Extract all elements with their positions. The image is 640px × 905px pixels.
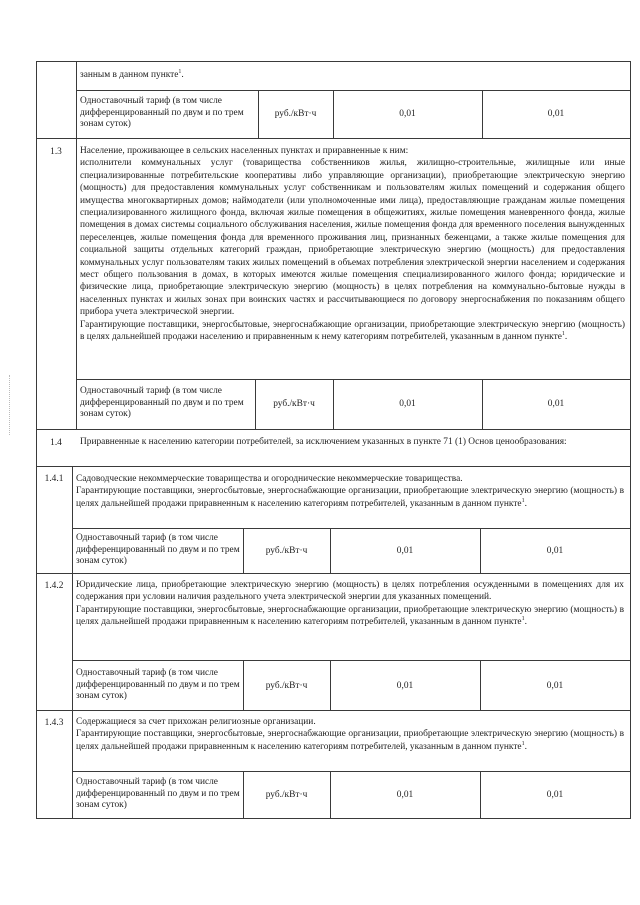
- row-description: [80, 145, 625, 344]
- paragraph: Население, проживающее в сельских населенных пунктах и приравненные к ним:: [80, 146, 409, 156]
- tariff-unit: руб./кВт·ч: [274, 109, 317, 119]
- table-rule: [36, 466, 630, 467]
- tariff-unit: руб./кВт·ч: [265, 546, 308, 556]
- paragraph: Садоводческие некоммерческие товарищества и огороднические некоммерческие товарищества.: [76, 474, 463, 484]
- tariff-unit: руб./кВт·ч: [265, 790, 308, 800]
- tariff-name: Одноставочный тариф (в том числе дифференцированный по двум и по трем зонам суток): [80, 386, 244, 420]
- row-description: [76, 716, 624, 753]
- table-rule: [36, 429, 630, 430]
- tariff-value-1: 0,01: [396, 790, 414, 800]
- table-rule: [72, 771, 630, 772]
- column-separator-lower: [72, 466, 73, 819]
- tariff-name: Одноставочный тариф (в том числе дифференцированный по двум и по трем зонам суток): [80, 96, 244, 130]
- table-rule: [76, 90, 630, 91]
- row-description: [80, 436, 625, 448]
- tariff-value-1: 0,01: [399, 399, 416, 409]
- table-rule: [76, 379, 630, 380]
- row-description: [76, 579, 624, 629]
- row-number: 1.3: [50, 147, 62, 157]
- row-description: [76, 473, 624, 510]
- tariff-value-2: 0,01: [546, 546, 564, 556]
- table-rule: [36, 710, 630, 711]
- tariff-value-2: 0,01: [547, 109, 565, 119]
- paragraph: исполнители коммунальных услуг (товарищества собственников жилья, жилищно-строительные, жилищные или иные специализированные потребительские кооперативы либо управляющие организации), приобретающие электрическую энергию (мощность) для предоставления коммунальных услуг собственникам и пользователям жилых помещений и содержания общего имущества многоквартирных домов; наймодатели (или уполномоченные ими лица), предоставляющие гражданам жилые помещения специализированного жилищного фонда, включая жилые помещения в общежитиях, жилые помещения маневренного фонда, жилые помещения в домах системы социального обслуживания населения, жилые помещения фонда для временного поселения вынужденных переселенцев, жилые помещения фонда для временного проживания лиц, признанных беженцами, а также жилые помещения для социальной защиты отдельных категорий граждан, приобретающие электрическую энергию (мощность) для предоставления коммунальных услуг пользователям таких жилых помещений в объемах потребления электрической энергии населением и содержания мест общего пользования в домах, в которых имеются жилые помещения специализированного жилого фонда; юридические и физические лица, приобретающие электрическую энергию (мощность) в целях потребления на коммунально-бытовые нужды в населенных пунктах и жилых зонах при воинских частях и рассчитывающиеся по договору энергоснабжения по показаниям общего прибора учета электрической энергии.: [80, 158, 625, 318]
- tariff-value-2: 0,01: [546, 681, 564, 691]
- scan-margin-mark: [9, 375, 11, 435]
- row-number: 1.4.3: [44, 718, 64, 728]
- row-description: [80, 69, 625, 81]
- paragraph: Гарантирующие поставщики, энергосбытовые, энергоснабжающие организации, приобретающие электрическую энергию (мощность) в целях дальнейшей продажи приравненным к населению категориям потребителей, указанным в данном пункте$^1$.: [76, 486, 624, 509]
- tariff-unit: руб./кВт·ч: [265, 681, 308, 691]
- row-number: 1.4: [50, 438, 62, 448]
- column-separator: [76, 61, 77, 429]
- paragraph: Гарантирующие поставщики, энергосбытовые, энергоснабжающие организации, приобретающие электрическую энергию (мощность) в целях дальнейшей продажи приравненным к населению категориям потребителей, указанным в данном пункте$^1$.: [76, 729, 624, 752]
- table-rule: [36, 818, 630, 819]
- row-number: 1.4.2: [44, 581, 64, 591]
- table-rule: [36, 61, 630, 62]
- tariff-name: Одноставочный тариф (в том числе дифференцированный по двум и по трем зонам суток): [76, 533, 240, 567]
- table-border-right: [630, 61, 631, 819]
- paragraph: Приравненные к населению категории потребителей, за исключением указанных в пункте 71 (1) Основ ценообразования:: [80, 437, 567, 447]
- paragraph: Гарантирующие поставщики, энергосбытовые, энергоснабжающие организации, приобретающие электрическую энергию (мощность) в целях дальнейшей продажи приравненным к населению категориям потребителей, указанным в данном пункте$^1$.: [76, 604, 624, 628]
- tariff-unit: руб./кВт·ч: [273, 399, 315, 409]
- tariff-value-1: 0,01: [396, 681, 414, 691]
- tariff-value-2: 0,01: [546, 790, 564, 800]
- paragraph: Гарантирующие поставщики, энергосбытовые, энергоснабжающие организации, приобретающие электрическую энергию (мощность) в целях дальнейшей продажи населению и приравненным к нему категориям потребителей, указанным в данном пункте$^1$.: [80, 319, 625, 343]
- table-rule: [72, 528, 630, 529]
- table-rule: [36, 573, 630, 574]
- table-rule: [72, 660, 630, 661]
- tariff-value-1: 0,01: [396, 546, 414, 556]
- paragraph: Содержащиеся за счет прихожан религиозные организации.: [76, 717, 316, 727]
- tariff-value-1: 0,01: [399, 109, 416, 119]
- paragraph: Юридические лица, приобретающие электрическую энергию (мощность) в целях потребления осужденными в помещениях для их содержания при условии наличия раздельного учета электрической энергии для указанных помещений.: [76, 580, 624, 603]
- tariff-value-2: 0,01: [547, 399, 565, 409]
- row-number: 1.4.1: [44, 474, 64, 484]
- paragraph: занным в данном пункте$^1$.: [80, 68, 184, 80]
- tariff-name: Одноставочный тариф (в том числе дифференцированный по двум и по трем зонам суток): [76, 668, 240, 702]
- table-rule: [36, 138, 630, 139]
- tariff-name: Одноставочный тариф (в том числе дифференцированный по двум и по трем зонам суток): [76, 777, 240, 811]
